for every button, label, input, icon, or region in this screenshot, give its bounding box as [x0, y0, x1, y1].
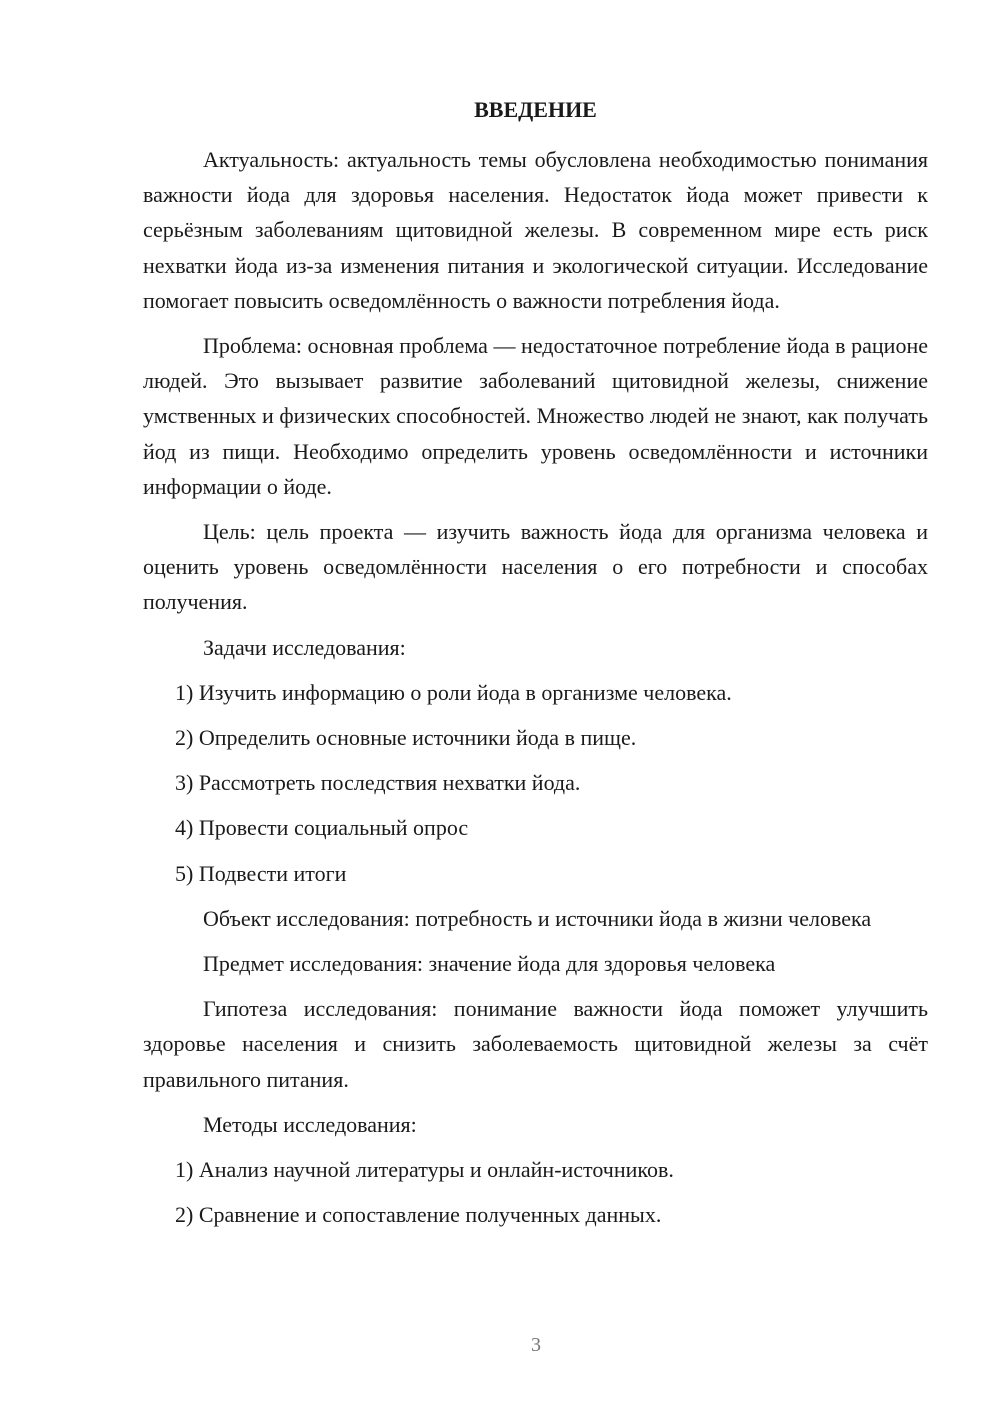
- tasks-title: Задачи исследования:: [203, 634, 406, 660]
- method-item: 2) Сравнение и сопоставление полученных данных.: [175, 1202, 662, 1228]
- task-item: 4) Провести социальный опрос: [175, 815, 469, 841]
- page-number: 3: [531, 1334, 541, 1356]
- subject-paragraph: Предмет исследования: значение йода для здоровья человека: [203, 951, 776, 977]
- object-paragraph: Объект исследования: потребность и источники йода в жизни человека: [203, 905, 872, 931]
- task-item: 3) Рассмотреть последствия нехватки йода.: [175, 770, 581, 796]
- goal-paragraph: Цель: цель проекта — изучить важность йода для организма человека и оценить уровень осведомлённости населения о его потребности и способах получения.: [143, 519, 928, 615]
- document-body: [143, 92, 928, 1242]
- task-item: 2) Определить основные источники йода в пище.: [175, 725, 637, 751]
- problem-paragraph: Проблема: основная проблема — недостаточное потребление йода в рационе людей. Это вызывает развитие заболеваний щитовидной железы, снижение умственных и физических способностей. Множество людей не знают, как получать йод из пищи. Необходимо определить уровень осведомлённости и источники информации о йоде.: [143, 333, 928, 499]
- method-item: 1) Анализ научной литературы и онлайн-источников.: [175, 1157, 674, 1183]
- hypothesis-paragraph: Гипотеза исследования: понимание важности йода поможет улучшить здоровье населения и снизить заболеваемость щитовидной железы за счёт правильного питания.: [143, 996, 928, 1092]
- relevance-paragraph: Актуальность: актуальность темы обусловлена необходимостью понимания важности йода для здоровья населения. Недостаток йода может привести к серьёзным заболеваниям щитовидной железы. В современном мире есть риск нехватки йода из-за изменения питания и экологической ситуации. Исследование помогает повысить осведомлённость о важности потребления йода.: [143, 147, 928, 313]
- task-item: 1) Изучить информацию о роли йода в организме человека.: [175, 679, 732, 705]
- task-item: 5) Подвести итоги: [175, 860, 347, 886]
- methods-title: Методы исследования:: [203, 1111, 417, 1137]
- section-heading: ВВЕДЕНИЕ: [474, 97, 597, 122]
